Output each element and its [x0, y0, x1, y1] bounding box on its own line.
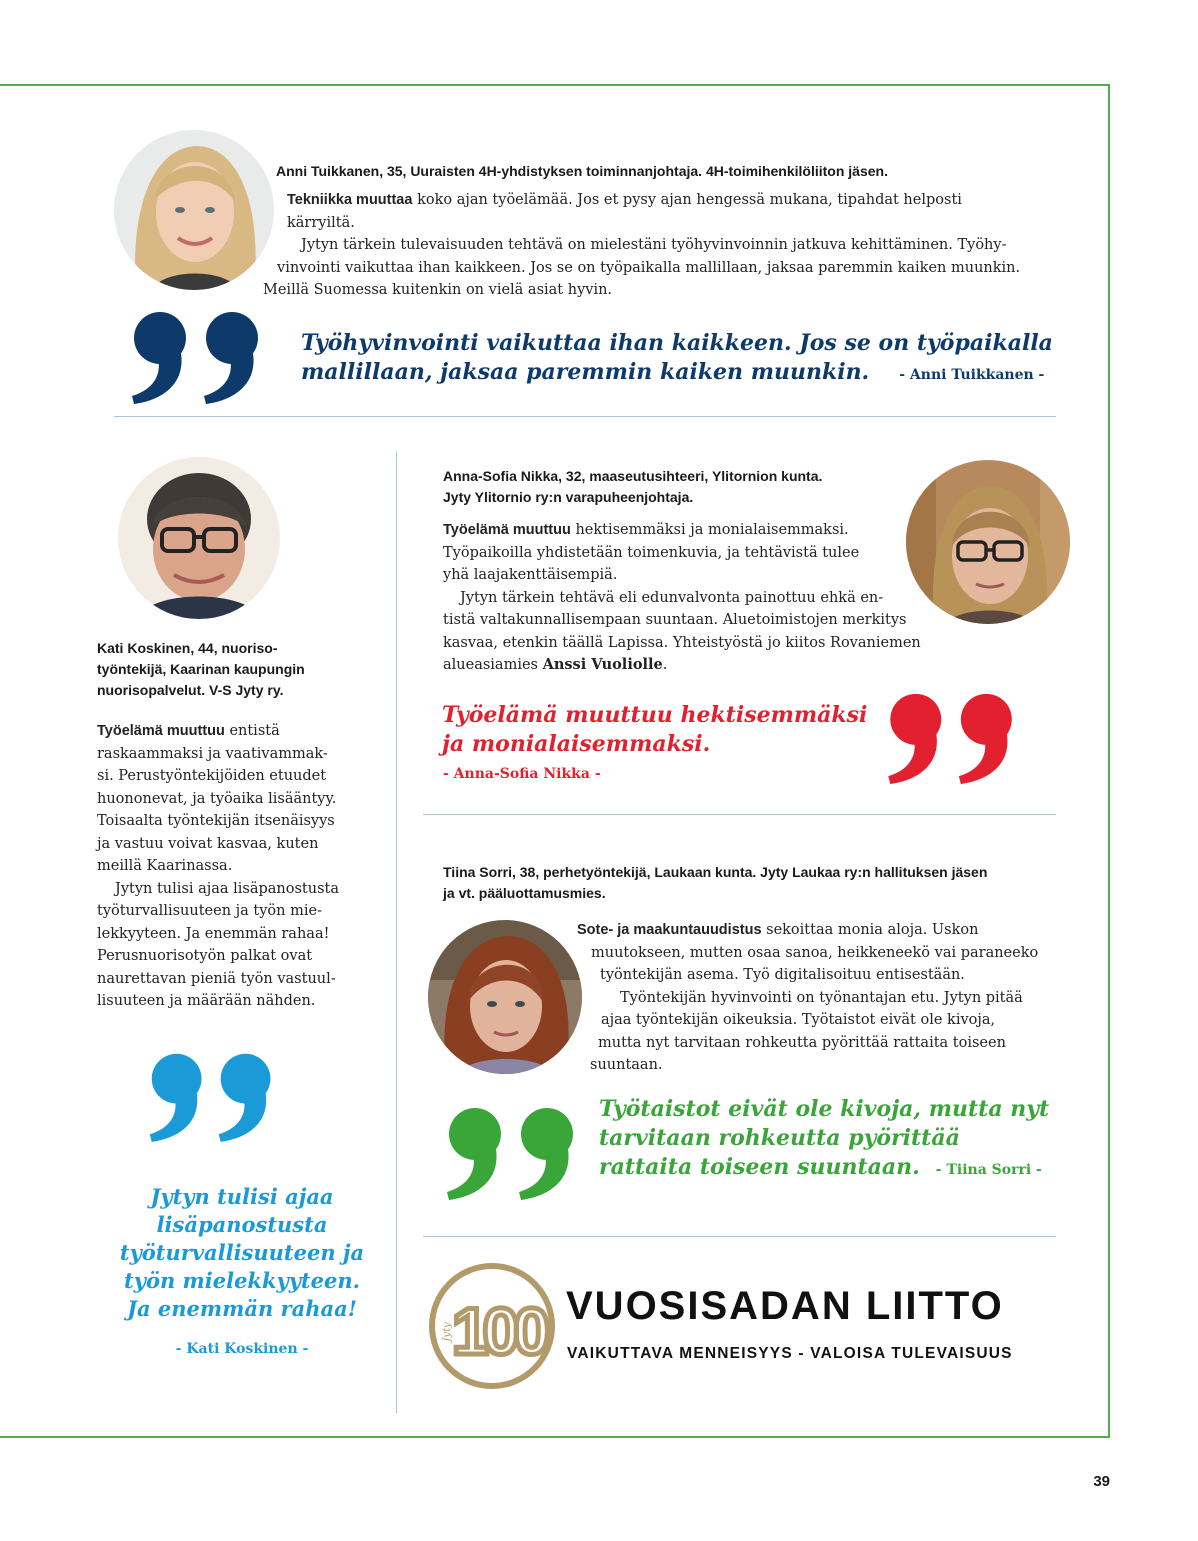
text-line: vinvointi vaikuttaa ihan kaikkeen. Jos se on työpaikalla mallillaan, jaksaa paremmin kaiken muunkin. [277, 259, 1021, 276]
text-line: Jytyn tulisi ajaa lisäpanostusta [115, 880, 340, 897]
byline-line: Kati Koskinen, 44, nuoriso- [97, 640, 278, 656]
quote-line: työn mielekkyyteen. [124, 1268, 360, 1293]
text-line: Työpaikoilla yhdistetään toimenkuvia, ja tehtävistä tulee [443, 544, 860, 561]
body-text-anna-sofia: Työelämä muuttuu hektisemmäksi ja monialaisemmaksi. Työpaikoilla yhdistetään toimenkuvia, ja tehtävistä tulee yhä laajakenttäisempiä. Jytyn tärkein tehtävä eli edunvalvonta painottuu ehkä en- tistä valtakunnallisempaan suuntaan. Aluetoimistojen merkitys kasvaa, etenkin täällä Lapissa. Yhteistyöstä jo kiitos Rovaniemen alueasiamies Anssi Vuoliolle. [443, 522, 921, 673]
bold-name: Anssi Vuoliolle [542, 656, 663, 673]
text-line: sekoittaa monia aloja. Uskon [766, 922, 979, 938]
byline-line: Tiina Sorri, 38, perhetyöntekijä, Laukaan kunta. Jyty Laukaa ry:n hallituksen jäsen [443, 864, 988, 880]
divider-horizontal [423, 1236, 1056, 1237]
centenary-emblem-icon [428, 1262, 556, 1390]
byline-kati-koskinen [97, 638, 305, 701]
text-line: naurettavan pieniä työn vastuul- [97, 970, 336, 987]
quote-line: lisäpanostusta [156, 1212, 328, 1237]
text-line: yhä laajakenttäisempiä. [443, 567, 618, 583]
byline-tiina-sorri [443, 862, 987, 904]
quote-line: Työelämä muuttuu hektisemmäksi [442, 702, 868, 728]
text-line: meillä Kaarinassa. [97, 858, 233, 874]
text-line: raskaammaksi ja vaativammak- [97, 745, 328, 762]
quote-line: rattaita toiseen suuntaan. [599, 1154, 920, 1180]
portrait-kati-koskinen [118, 457, 280, 619]
text-line: työntekijän asema. Työ digitalisoituu entisestään. [600, 967, 965, 983]
byline-line: Jyty Ylitornio ry:n varapuheenjohtaja. [443, 489, 694, 505]
text-line: kärryiltä. [287, 214, 355, 231]
text-line: suuntaan. [590, 1057, 663, 1073]
byline-line: nuorisopalvelut. V-S Jyty ry. [97, 682, 284, 698]
text-line: Toisaalta työntekijän itsenäisyys [97, 813, 335, 829]
text-line: Jytyn tärkein tulevaisuuden tehtävä on mielestäni työhyvinvoinnin jatkuva kehittäminen. Työhy- [301, 237, 1007, 253]
body-text-tiina [0, 919, 1060, 1077]
quote-line: tarvitaan rohkeutta pyörittää [599, 1125, 960, 1151]
divider-horizontal [423, 814, 1056, 815]
quote-attribution-kati: - Kati Koskinen - [175, 1341, 309, 1357]
text-line: ja vastuu voivat kasvaa, kuten [97, 835, 319, 852]
portrait-anna-sofia-nikka [906, 460, 1070, 624]
text-line: ajaa työntekijän oikeuksia. Työtaistot eivät ole kivoja, [601, 1012, 996, 1028]
text-line: Jytyn tärkein tehtävä eli edunvalvonta painottuu ehkä en- [460, 589, 884, 606]
text-line: työturvallisuuteen ja työn mie- [97, 903, 322, 919]
emblem-number: 100 [451, 1294, 545, 1368]
byline-anna-sofia-nikka [443, 466, 822, 508]
quote-attribution-anna-sofia: - Anna-Sofia Nikka - [443, 766, 601, 782]
text-line: lisuuteen ja määrään nähden. [97, 993, 316, 1009]
lead-phrase: Työelämä muuttuu [443, 522, 571, 538]
quote-line: Ja enemmän rahaa! [127, 1296, 357, 1321]
text-line: entistä [229, 723, 280, 739]
quote-mark-green-icon [443, 1100, 583, 1200]
divider-horizontal [114, 416, 1056, 417]
quote-mark-navy-icon [128, 304, 268, 404]
text-line: Perusnuorisotyön palkat ovat [97, 948, 313, 964]
quote-line: työturvallisuuteen ja [119, 1240, 365, 1265]
byline-line: työntekijä, Kaarinan kaupungin [97, 661, 305, 677]
pull-quote-kati [82, 1183, 402, 1323]
text-line: koko ajan työelämää. Jos et pysy ajan hengessä mukana, tipahdat helposti [417, 192, 962, 208]
quote-line: Jytyn tulisi ajaa [150, 1184, 334, 1209]
text-line: muutokseen, mutten osaa sanoa, heikkeneekö vai paraneeko [591, 944, 1039, 961]
text-line: huononevat, ja työaika lisääntyy. [97, 790, 337, 807]
text-line: Työntekijän hyvinvointi on työnantajan etu. Jytyn pitää [620, 989, 1023, 1006]
lead-phrase: Työelämä muuttuu [97, 723, 225, 739]
text-line: mutta nyt tarvitaan rohkeutta pyörittää rattaita toiseen [598, 1034, 1006, 1051]
page-number: 39 [1093, 1473, 1110, 1490]
byline-anni-tuikkanen: Anni Tuikkanen, 35, Uuraisten 4H-yhdistyksen toiminnanjohtaja. 4H-toimihenkilöliiton jäsen. [276, 163, 888, 179]
text-line: kasvaa, etenkin täällä Lapissa. Yhteistyöstä jo kiitos Rovaniemen [443, 634, 921, 651]
quote-line: Työhyvinvointi vaikuttaa ihan kaikkeen. Jos se on työpaikalla [301, 330, 1053, 356]
lead-phrase: Tekniikka muuttaa [287, 192, 413, 208]
text-line: alueasiamies [443, 657, 538, 673]
quote-attribution-anni: - Anni Tuikkanen - [899, 367, 1045, 383]
text-line: hektisemmäksi ja monialaisemmaksi. [575, 522, 849, 538]
logo-title: VUOSISADAN LIITTO [566, 1284, 1004, 1328]
body-text-anni [0, 189, 1060, 302]
logo-subtitle: VAIKUTTAVA MENNEISYYS - VALOISA TULEVAISUUS [567, 1345, 1013, 1362]
lead-phrase: Sote- ja maakuntauudistus [577, 922, 762, 938]
quote-attribution-tiina: - Tiina Sorri - [935, 1162, 1042, 1178]
pull-quote-anni [301, 329, 1053, 390]
quote-line: mallillaan, jaksaa paremmin kaiken muunkin. [301, 359, 870, 385]
text-line: si. Perustyöntekijöiden etuudet [97, 768, 327, 784]
quote-line: ja monialaisemmaksi. [442, 731, 711, 757]
quote-mark-red-icon [884, 686, 1022, 784]
pull-quote-tiina [599, 1095, 1049, 1185]
emblem-small-text: Jyty [442, 1322, 453, 1342]
text-line: Meillä Suomessa kuitenkin on vielä asiat hyvin. [263, 282, 613, 298]
text-line: tistä valtakunnallisempaan suuntaan. Aluetoimistojen merkitys [443, 612, 907, 628]
byline-line: Anna-Sofia Nikka, 32, maaseutusihteeri, Ylitornion kunta. [443, 468, 823, 484]
pull-quote-anna-sofia [442, 701, 867, 759]
quote-line: Työtaistot eivät ole kivoja, mutta nyt [599, 1096, 1050, 1122]
byline-line: ja vt. pääluottamusmies. [443, 885, 606, 901]
text-line: lekkyyteen. Ja enemmän rahaa! [97, 925, 330, 942]
